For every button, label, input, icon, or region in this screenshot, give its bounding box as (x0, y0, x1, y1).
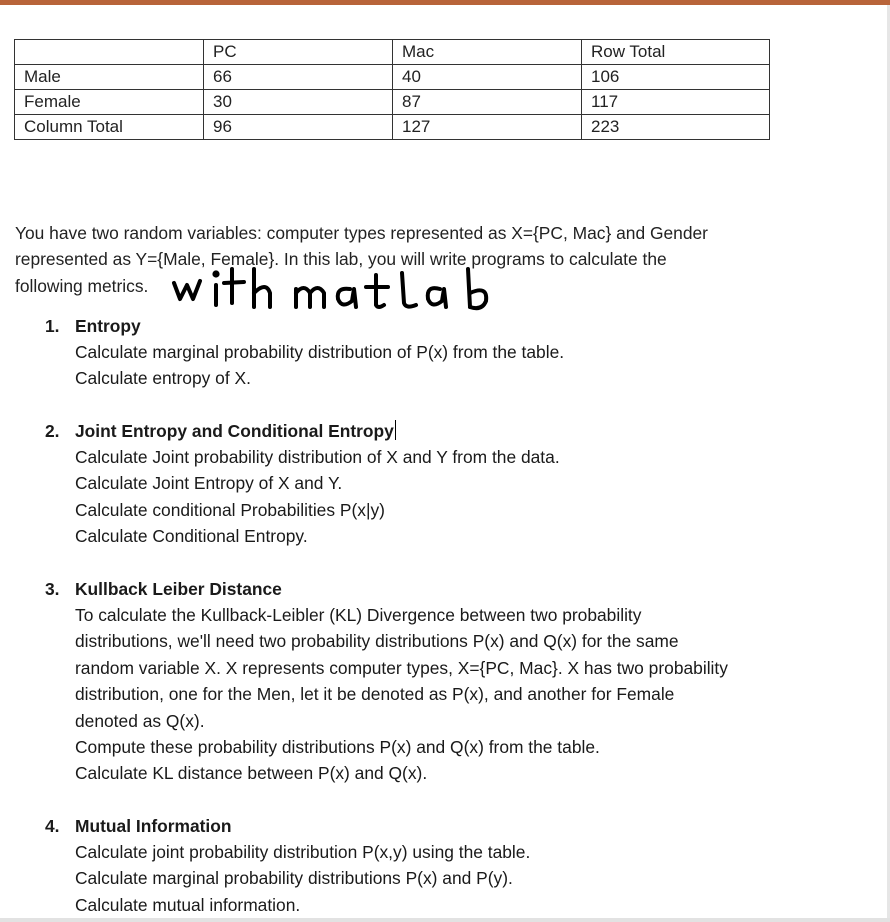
section-line: Calculate Joint Entropy of X and Y. (75, 473, 343, 494)
page-bottom-edge (0, 918, 890, 922)
table-row (15, 90, 770, 115)
section-line: Calculate mutual information. (75, 894, 301, 915)
intro-line: represented as Y={Male, Female}. In this lab, you will write programs to calculate the (15, 249, 667, 270)
table-cell: 66 (204, 65, 393, 90)
section-body (75, 602, 785, 787)
section-entropy (45, 313, 785, 392)
section-number: 3. (45, 579, 60, 599)
table-row-label: Male (15, 65, 204, 90)
section-title: Entropy (75, 316, 141, 336)
section-line: Calculate marginal probability distributions P(x) and P(y). (75, 868, 513, 889)
table-cell: 30 (204, 90, 393, 115)
section-heading (45, 813, 785, 839)
table-header-cell: Mac (393, 40, 582, 65)
section-body (75, 444, 785, 550)
section-title: Kullback Leiber Distance (75, 579, 282, 599)
table-cell: 117 (582, 90, 770, 115)
table-cell: 87 (393, 90, 582, 115)
section-joint-entropy (45, 418, 785, 550)
section-title: Mutual Information (75, 816, 232, 836)
section-heading (45, 576, 785, 602)
section-line: Calculate marginal probability distribution of P(x) from the table. (75, 342, 565, 362)
section-line: Compute these probability distributions P(x) and Q(x) from the table. (75, 737, 600, 758)
section-body (75, 339, 785, 392)
section-line: Calculate Joint probability distribution of X and Y from the data. (75, 447, 560, 467)
section-number: 1. (45, 316, 60, 336)
table-header-cell: Row Total (582, 40, 770, 65)
section-line: random variable X. X represents computer types, X={PC, Mac}. X has two probability (75, 657, 728, 678)
section-number: 4. (45, 816, 60, 836)
table-row (15, 65, 770, 90)
section-line: Calculate joint probability distribution P(x,y) using the table. (75, 842, 531, 862)
table-cell (15, 40, 204, 65)
section-kl-distance (45, 576, 785, 787)
intro-line: You have two random variables: computer types represented as X={PC, Mac} and Gender (15, 223, 708, 243)
table-row-label: Column Total (15, 115, 204, 140)
section-line: distributions, we'll need two probability distributions P(x) and Q(x) for the same (75, 631, 679, 652)
section-line: To calculate the Kullback-Leibler (KL) Divergence between two probability (75, 605, 642, 625)
section-body (75, 839, 785, 918)
intro-line: following metrics. (15, 275, 149, 296)
text-cursor (395, 420, 396, 440)
table-row (15, 115, 770, 140)
section-line: denoted as Q(x). (75, 710, 205, 731)
section-heading (45, 313, 785, 339)
section-title-text: Joint Entropy and Conditional Entropy (75, 421, 394, 441)
section-line: Calculate KL distance between P(x) and Q(x). (75, 763, 428, 784)
section-line: Calculate Conditional Entropy. (75, 526, 308, 547)
section-line: distribution, one for the Men, let it be denoted as P(x), and another for Female (75, 684, 675, 705)
section-title (75, 418, 396, 444)
table-cell: 223 (582, 115, 770, 140)
table-header-row (15, 40, 770, 65)
section-line: Calculate conditional Probabilities P(x|y) (75, 499, 385, 520)
table-cell: 106 (582, 65, 770, 90)
table-cell: 96 (204, 115, 393, 140)
table-header-cell: PC (204, 40, 393, 65)
section-mutual-information (45, 813, 785, 918)
top-border (0, 0, 890, 5)
section-number: 2. (45, 421, 60, 441)
table-cell: 127 (393, 115, 582, 140)
section-heading (45, 418, 785, 444)
table-row-label: Female (15, 90, 204, 115)
table-cell: 40 (393, 65, 582, 90)
section-line: Calculate entropy of X. (75, 368, 251, 389)
contingency-table (14, 39, 770, 140)
